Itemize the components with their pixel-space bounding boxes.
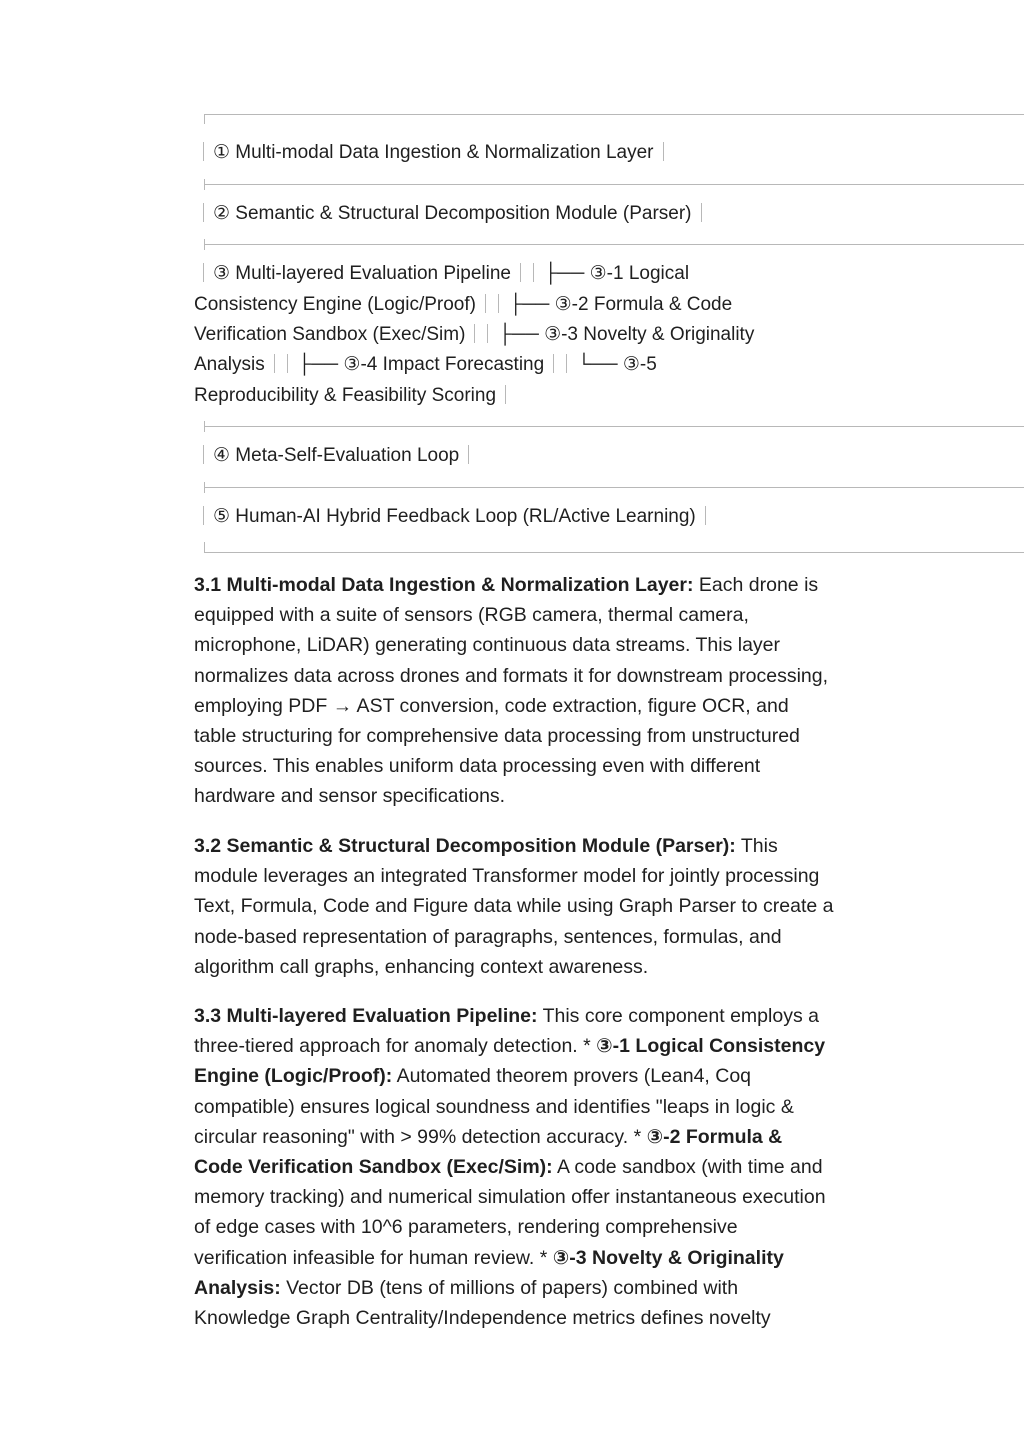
- tree-edge: [487, 324, 488, 343]
- box-edge: [203, 506, 204, 525]
- diagram-label-ingestion: ① Multi-modal Data Ingestion & Normalization Layer: [213, 142, 654, 164]
- diagram-row-feedback: [194, 502, 1024, 532]
- section-3-2-heading: 3.2 Semantic & Structural Decomposition Module (Parser):: [194, 835, 736, 857]
- tree-branch-3-4: ├── ③-4 Impact Forecasting: [297, 354, 545, 376]
- box-edge: [520, 263, 521, 282]
- architecture-diagram: [194, 108, 1024, 562]
- diagram-row-pipeline: [194, 259, 804, 410]
- box-edge: [203, 142, 204, 161]
- diagram-divider: [194, 472, 1024, 502]
- diagram-label-meta: ④ Meta-Self-Evaluation Loop: [213, 445, 460, 467]
- section-3-1-text: Each drone is equipped with a suite of sensors (RGB camera, thermal camera, microphone, LiDAR) generating continuous data streams. This layer normalizes data across drones and formats it for downstream processing, employing PDF → AST conversion, code extraction, figure OCR, and table structuring for comprehensive data processing from unstructured sources. This enables uniform data processing even with different hardware and sensor specifications.: [194, 574, 829, 808]
- subsection-3-3-text: Vector DB (tens of millions of papers) combined with Knowledge Graph Centrality/Independence metrics defines novelty: [194, 1276, 771, 1330]
- tree-edge: [566, 354, 567, 373]
- diagram-divider: [194, 229, 1024, 259]
- tree-edge: [474, 324, 475, 343]
- subsection-3-2-text: A code sandbox (with time and memory tracking) and numerical simulation offer instantaneous execution of edge cases with 10^6 parameters, rendering comprehensive verification infeasible for human review. *: [194, 1156, 826, 1269]
- section-3-3-text: This core component employs a three-tiered approach for anomaly detection. *: [194, 1005, 819, 1058]
- tree-text-3-2: Verification Sandbox (Exec/Sim): [194, 324, 466, 346]
- tree-text-3-5: Reproducibility & Feasibility Scoring: [194, 384, 497, 406]
- box-edge: [468, 445, 469, 464]
- tree-text-3-1: Consistency Engine (Logic/Proof): [194, 293, 476, 315]
- tree-edge: [553, 354, 554, 373]
- section-3-1-heading: 3.1 Multi-modal Data Ingestion & Normalization Layer:: [194, 574, 694, 596]
- section-3-3-heading: 3.3 Multi-layered Evaluation Pipeline:: [194, 1005, 538, 1027]
- box-edge: [203, 263, 204, 282]
- diagram-top-border: [194, 108, 1024, 138]
- tree-branch-3-5: └── ③-5: [577, 354, 657, 376]
- diagram-divider: [194, 411, 1024, 441]
- section-3-3-paragraph: [194, 1001, 834, 1333]
- tree-edge: [533, 263, 534, 282]
- subsection-3-3-heading: ③-3 Novelty & Originality Analysis:: [194, 1246, 784, 1299]
- subsection-3-1-heading: ③-1 Logical Consistency Engine (Logic/Proof):: [194, 1035, 826, 1088]
- box-edge: [203, 203, 204, 222]
- diagram-label-parser: ② Semantic & Structural Decomposition Module (Parser): [213, 202, 692, 224]
- diagram-bottom-border: [194, 532, 1024, 562]
- box-edge: [663, 142, 664, 161]
- section-3-2-paragraph: [194, 831, 834, 982]
- tree-edge: [485, 294, 486, 313]
- subsection-3-1-text: Automated theorem provers (Lean4, Coq compatible) ensures logical soundness and identifies "leaps in logic & circular reasoning" with > 99% detection accuracy. *: [194, 1065, 794, 1148]
- box-edge: [701, 203, 702, 222]
- diagram-row-ingestion: [194, 138, 1024, 168]
- tree-edge: [274, 354, 275, 373]
- tree-branch-3-1: ├── ③-1 Logical: [543, 263, 690, 285]
- tree-edge: [498, 294, 499, 313]
- tree-text-3-3: Analysis: [194, 354, 265, 376]
- diagram-row-meta: [194, 441, 1024, 471]
- tree-branch-3-2: ├── ③-2 Formula & Code: [508, 293, 733, 315]
- box-edge: [505, 385, 506, 404]
- diagram-row-parser: [194, 199, 1024, 229]
- tree-branch-3-3: ├── ③-3 Novelty & Originality: [498, 324, 755, 346]
- diagram-label-feedback: ⑤ Human-AI Hybrid Feedback Loop (RL/Active Learning): [213, 505, 696, 527]
- section-3-2-text: This module leverages an integrated Transformer model for jointly processing Text, Formula, Code and Figure data while using Graph Parser to create a node-based representation of paragraphs, sentences, formulas, and algorithm call graphs, enhancing context awareness.: [194, 835, 834, 978]
- box-edge: [203, 445, 204, 464]
- tree-edge: [287, 354, 288, 373]
- section-3-1-paragraph: [194, 570, 834, 812]
- diagram-divider: [194, 169, 1024, 199]
- diagram-label-pipeline: ③ Multi-layered Evaluation Pipeline: [213, 263, 511, 285]
- box-edge: [705, 506, 706, 525]
- subsection-3-2-heading: ③-2 Formula & Code Verification Sandbox (Exec/Sim):: [194, 1125, 783, 1179]
